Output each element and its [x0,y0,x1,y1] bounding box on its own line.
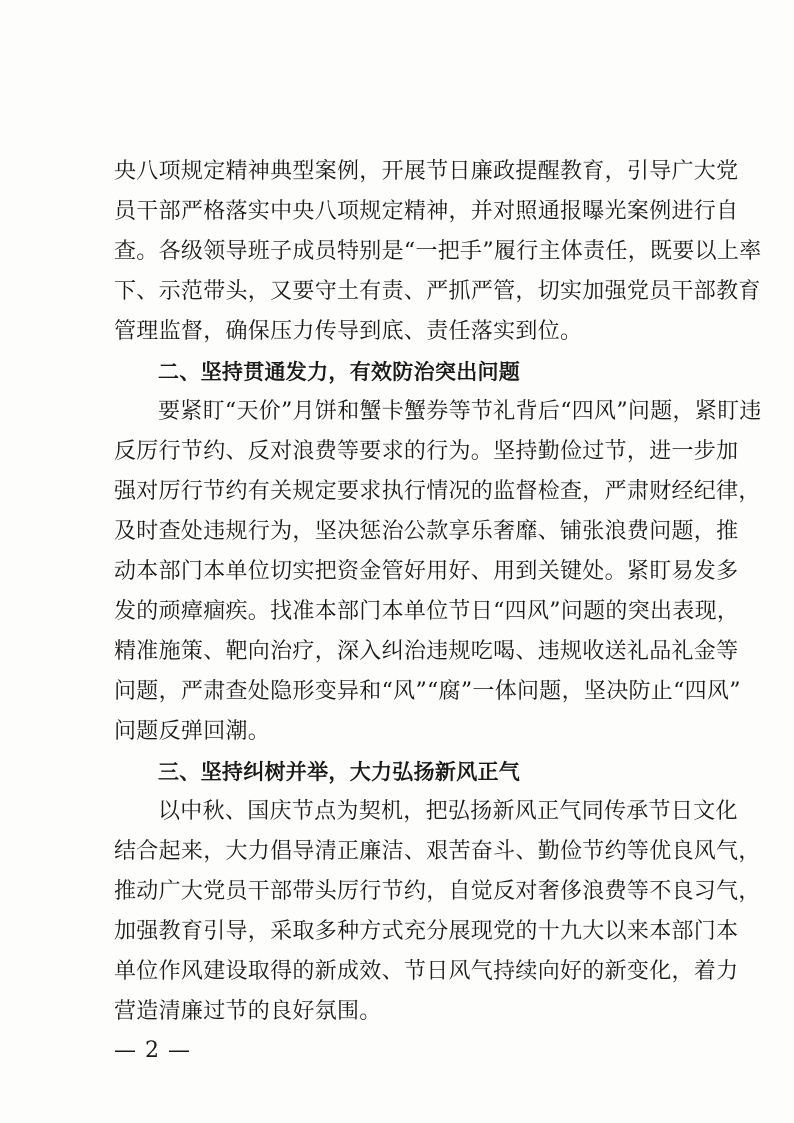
document-body [114,152,762,1032]
section-heading-2: 二、坚持贯通发力，有效防治突出问题 [158,360,521,384]
text-line: 问题，严肃查处隐形变异和“风”“腐”一体问题，坚决防止“四风” [114,679,741,704]
text-line: 动本部门本单位切实把资金管好用好、用到关键处。紧盯易发多 [114,559,739,584]
text-line: 以中秋、国庆节点为契机，把弘扬新风正气同传承节日文化 [158,799,738,824]
paragraph-section-2 [114,392,762,752]
text-line: 查。各级领导班子成员特别是“一把手”履行主体责任，既要以上率 [114,239,762,264]
text-line: 营造清廉过节的良好氛围。 [114,999,382,1024]
text-line: 发的顽瘴痼疾。找准本部门本单位节日“四风”问题的突出表现， [114,599,740,624]
paragraph-continued [114,152,762,352]
section-heading-3: 三、坚持纠树并举，大力弘扬新风正气 [158,760,521,784]
page-number: — 2 — [114,1038,191,1063]
text-line: 下、示范带头，又要守土有责、严抓严管，切实加强党员干部教育 [114,279,761,304]
text-line: 及时查处违规行为，坚决惩治公款享乐奢靡、铺张浪费问题，推 [114,519,739,544]
text-line: 单位作风建设取得的新成效、节日风气持续向好的新变化，着力 [114,959,739,984]
paragraph-section-3 [114,792,761,1032]
text-line: 央八项规定精神典型案例，开展节日廉政提醒教育，引导广大党 [114,159,739,184]
text-line: 问题反弹回潮。 [114,719,271,744]
text-line: 反厉行节约、反对浪费等要求的行为。坚持勤俭过节，进一步加 [114,439,739,464]
text-line: 结合起来，大力倡导清正廉洁、艰苦奋斗、勤俭节约等优良风气， [114,839,761,864]
text-line: 员干部严格落实中央八项规定精神，并对照通报曝光案例进行自 [114,199,739,224]
text-line: 要紧盯“天价”月饼和蟹卡蟹券等节礼背后“四风”问题，紧盯违 [158,399,762,424]
text-line: 强对厉行节约有关规定要求执行情况的监督检查，严肃财经纪律， [114,479,761,504]
text-line: 加强教育引导，采取多种方式充分展现党的十九大以来本部门本 [114,919,739,944]
text-line: 推动广大党员干部带头厉行节约，自觉反对奢侈浪费等不良习气， [114,879,761,904]
text-line: 精准施策、靶向治疗，深入纠治违规吃喝、违规收送礼品礼金等 [114,639,739,664]
text-line: 管理监督，确保压力传导到底、责任落实到位。 [114,319,583,344]
